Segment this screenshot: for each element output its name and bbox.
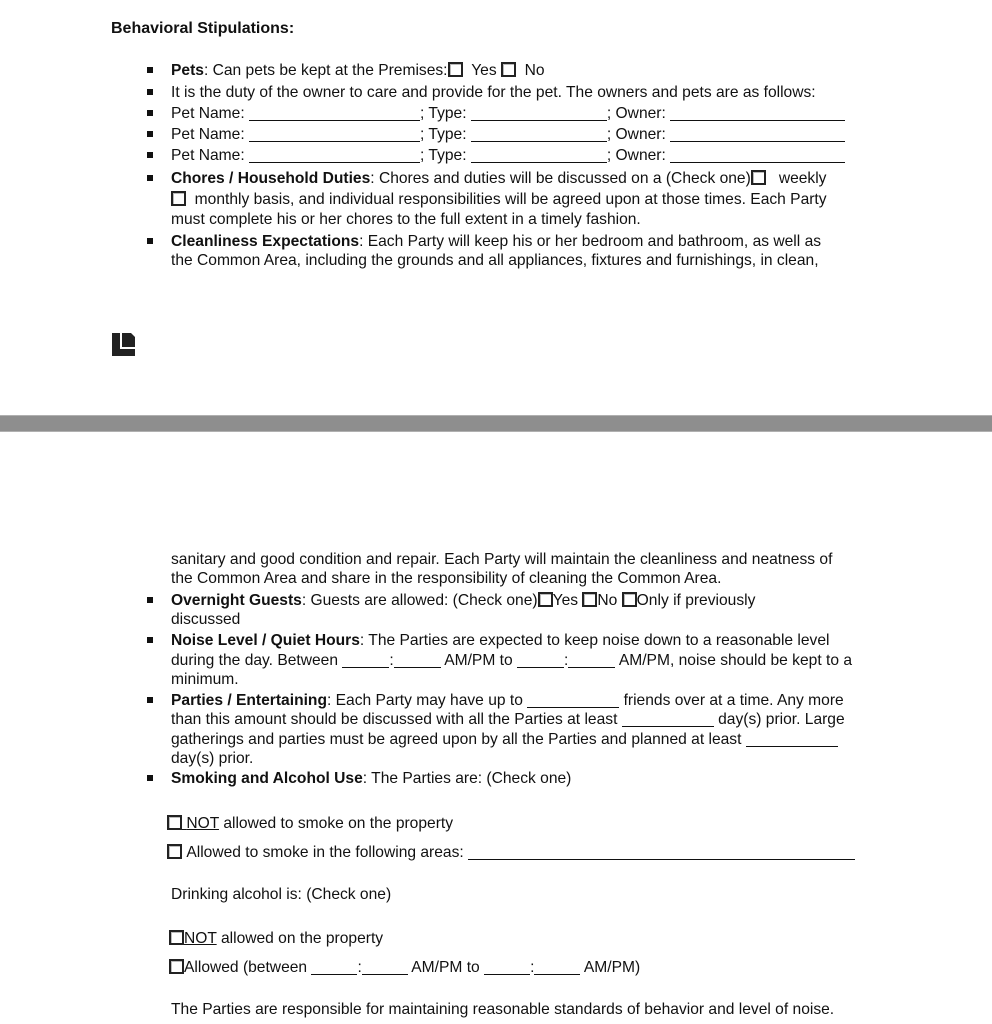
parties-text: friends over at a time. Any more — [623, 692, 844, 709]
cleanliness-line-3: sanitary and good condition and repair. Each Party will maintain the cleanliness and neatness of — [171, 551, 833, 568]
pets-line — [171, 61, 545, 81]
cleanliness-text: : Each Party will keep his or her bedroom and bathroom, as well as — [359, 233, 822, 250]
pet-owner-field[interactable] — [670, 105, 845, 121]
pet-owner-field[interactable] — [670, 126, 845, 142]
chores-weekly-label: weekly — [778, 170, 827, 187]
pet-row — [171, 146, 845, 166]
pets-yes-label: Yes — [471, 62, 497, 79]
alcohol-heading: Drinking alcohol is: (Check one) — [171, 886, 392, 903]
smoking-line-1 — [171, 769, 571, 789]
noise-line-3: minimum. — [171, 671, 239, 688]
pet-name-field[interactable] — [249, 105, 420, 121]
chores-text: monthly basis, and individual responsibilities will be agreed upon at those times. Each Party — [194, 191, 827, 208]
parties-notice-days-field[interactable] — [622, 711, 714, 727]
chores-monthly-checkbox[interactable] — [171, 191, 186, 206]
colon: : — [564, 652, 569, 669]
alcohol-start-hour-field[interactable] — [311, 959, 357, 975]
bullet — [147, 238, 153, 244]
smoking-not-allowed-checkbox[interactable] — [167, 815, 182, 830]
guests-only-checkbox[interactable] — [622, 592, 637, 607]
colon: : — [530, 959, 535, 976]
not-emphasis: NOT — [186, 815, 219, 832]
cleanliness-label: Cleanliness Expectations — [171, 233, 360, 250]
option-text: Allowed to smoke in the following areas: — [186, 844, 464, 861]
parties-text: day(s) prior. Large — [718, 711, 845, 728]
chores-line-2 — [171, 190, 827, 210]
pet-type-field[interactable] — [471, 105, 607, 121]
bullet — [147, 597, 153, 603]
bullet — [147, 131, 153, 137]
option-text: Allowed (between — [184, 959, 308, 976]
bullet — [147, 89, 153, 95]
pet-type-label: ; Type: — [420, 126, 467, 143]
bullet — [147, 697, 153, 703]
noise-start-hour-field[interactable] — [342, 652, 389, 668]
cleanliness-line-2: the Common Area, including the grounds and all appliances, fixtures and furnishings, in clean, — [171, 252, 819, 269]
noise-text: AM/PM to — [444, 652, 513, 669]
noise-text: during the day. Between — [171, 652, 339, 669]
pet-name-field[interactable] — [249, 126, 420, 142]
smoking-areas-field[interactable] — [468, 844, 855, 860]
page-separator — [0, 415, 992, 432]
cleanliness-line-1 — [171, 232, 821, 252]
pet-row — [171, 125, 845, 145]
bullet — [147, 175, 153, 181]
bullet — [147, 67, 153, 73]
noise-end-hour-field[interactable] — [517, 652, 564, 668]
alcohol-not-allowed-option — [169, 929, 383, 949]
pet-owner-label: ; Owner: — [606, 147, 666, 164]
pet-type-field[interactable] — [471, 126, 607, 142]
pets-yes-checkbox[interactable] — [448, 62, 463, 77]
option-text: allowed on the property — [216, 930, 384, 947]
guests-label: Overnight Guests — [171, 592, 302, 609]
alcohol-allowed-option — [169, 958, 640, 978]
document-logo-icon — [112, 333, 135, 356]
colon: : — [389, 652, 394, 669]
not-emphasis: NOT — [184, 930, 217, 947]
guests-line-2: discussed — [171, 611, 241, 628]
noise-text: AM/PM, noise should be kept to a — [618, 652, 852, 669]
pet-type-field[interactable] — [471, 147, 607, 163]
noise-line-2 — [171, 651, 852, 671]
pets-duty: It is the duty of the owner to care and provide for the pet. The owners and pets are as follows: — [171, 84, 816, 101]
cleanliness-line-4: the Common Area and share in the responsibility of cleaning the Common Area. — [171, 570, 722, 587]
parties-gathering-days-field[interactable] — [746, 731, 838, 747]
guests-line-1 — [171, 591, 755, 611]
chores-line-1 — [171, 169, 826, 189]
pet-name-label: Pet Name: — [171, 126, 245, 143]
guests-only-label: Only if previously — [636, 592, 756, 609]
pet-type-label: ; Type: — [420, 105, 467, 122]
alcohol-allowed-checkbox[interactable] — [169, 959, 184, 974]
pet-name-field[interactable] — [249, 147, 420, 163]
bullet — [147, 152, 153, 158]
parties-friends-count-field[interactable] — [527, 692, 619, 708]
parties-line-3 — [171, 730, 838, 750]
pet-owner-label: ; Owner: — [606, 126, 666, 143]
alcohol-start-minute-field[interactable] — [362, 959, 408, 975]
pet-name-label: Pet Name: — [171, 105, 245, 122]
parties-label: Parties / Entertaining — [171, 692, 327, 709]
chores-text: : Chores and duties will be discussed on a (Check one) — [370, 170, 751, 187]
noise-text: : The Parties are expected to keep noise down to a reasonable level — [359, 632, 830, 649]
pet-row — [171, 104, 845, 124]
section-heading: Behavioral Stipulations: — [111, 20, 295, 37]
colon: : — [357, 959, 362, 976]
closing-statement: The Parties are responsible for maintaining reasonable standards of behavior and level of noise. — [171, 1001, 835, 1018]
alcohol-not-allowed-checkbox[interactable] — [169, 930, 184, 945]
chores-weekly-checkbox[interactable] — [751, 170, 766, 185]
pets-no-label: No — [524, 62, 545, 79]
pet-type-label: ; Type: — [420, 147, 467, 164]
parties-text: : Each Party may have up to — [326, 692, 523, 709]
noise-line-1 — [171, 631, 829, 651]
smoking-label: Smoking and Alcohol Use — [171, 770, 363, 787]
smoking-not-allowed-option — [167, 814, 453, 834]
noise-end-minute-field[interactable] — [568, 652, 615, 668]
alcohol-end-minute-field[interactable] — [534, 959, 580, 975]
noise-label: Noise Level / Quiet Hours — [171, 632, 360, 649]
bullet — [147, 775, 153, 781]
chores-line-3: must complete his or her chores to the full extent in a timely fashion. — [171, 211, 641, 228]
parties-text: gatherings and parties must be agreed upon by all the Parties and planned at least — [171, 731, 742, 748]
pets-question: : Can pets be kept at the Premises: — [203, 62, 448, 79]
option-text: AM/PM) — [583, 959, 641, 976]
parties-line-4: day(s) prior. — [171, 750, 254, 767]
smoking-allowed-option — [167, 843, 855, 863]
pet-owner-field[interactable] — [670, 147, 845, 163]
parties-line-1 — [171, 691, 844, 711]
alcohol-end-hour-field[interactable] — [484, 959, 530, 975]
noise-start-minute-field[interactable] — [394, 652, 441, 668]
bullet — [147, 110, 153, 116]
guests-text: : Guests are allowed: (Check one) — [301, 592, 538, 609]
guests-yes-checkbox[interactable] — [538, 592, 553, 607]
smoking-allowed-checkbox[interactable] — [167, 844, 182, 859]
guests-no-label: No — [597, 592, 618, 609]
smoking-text: : The Parties are: (Check one) — [362, 770, 572, 787]
option-text: allowed to smoke on the property — [218, 815, 454, 832]
bullet — [147, 637, 153, 643]
pets-no-checkbox[interactable] — [501, 62, 516, 77]
parties-line-2 — [171, 710, 845, 730]
pet-owner-label: ; Owner: — [606, 105, 666, 122]
pets-label: Pets — [171, 62, 204, 79]
guests-no-checkbox[interactable] — [582, 592, 597, 607]
guests-yes-label: Yes — [552, 592, 579, 609]
pet-name-label: Pet Name: — [171, 147, 245, 164]
option-text: AM/PM to — [411, 959, 480, 976]
chores-label: Chores / Household Duties — [171, 170, 371, 187]
parties-text: than this amount should be discussed with all the Parties at least — [171, 711, 618, 728]
